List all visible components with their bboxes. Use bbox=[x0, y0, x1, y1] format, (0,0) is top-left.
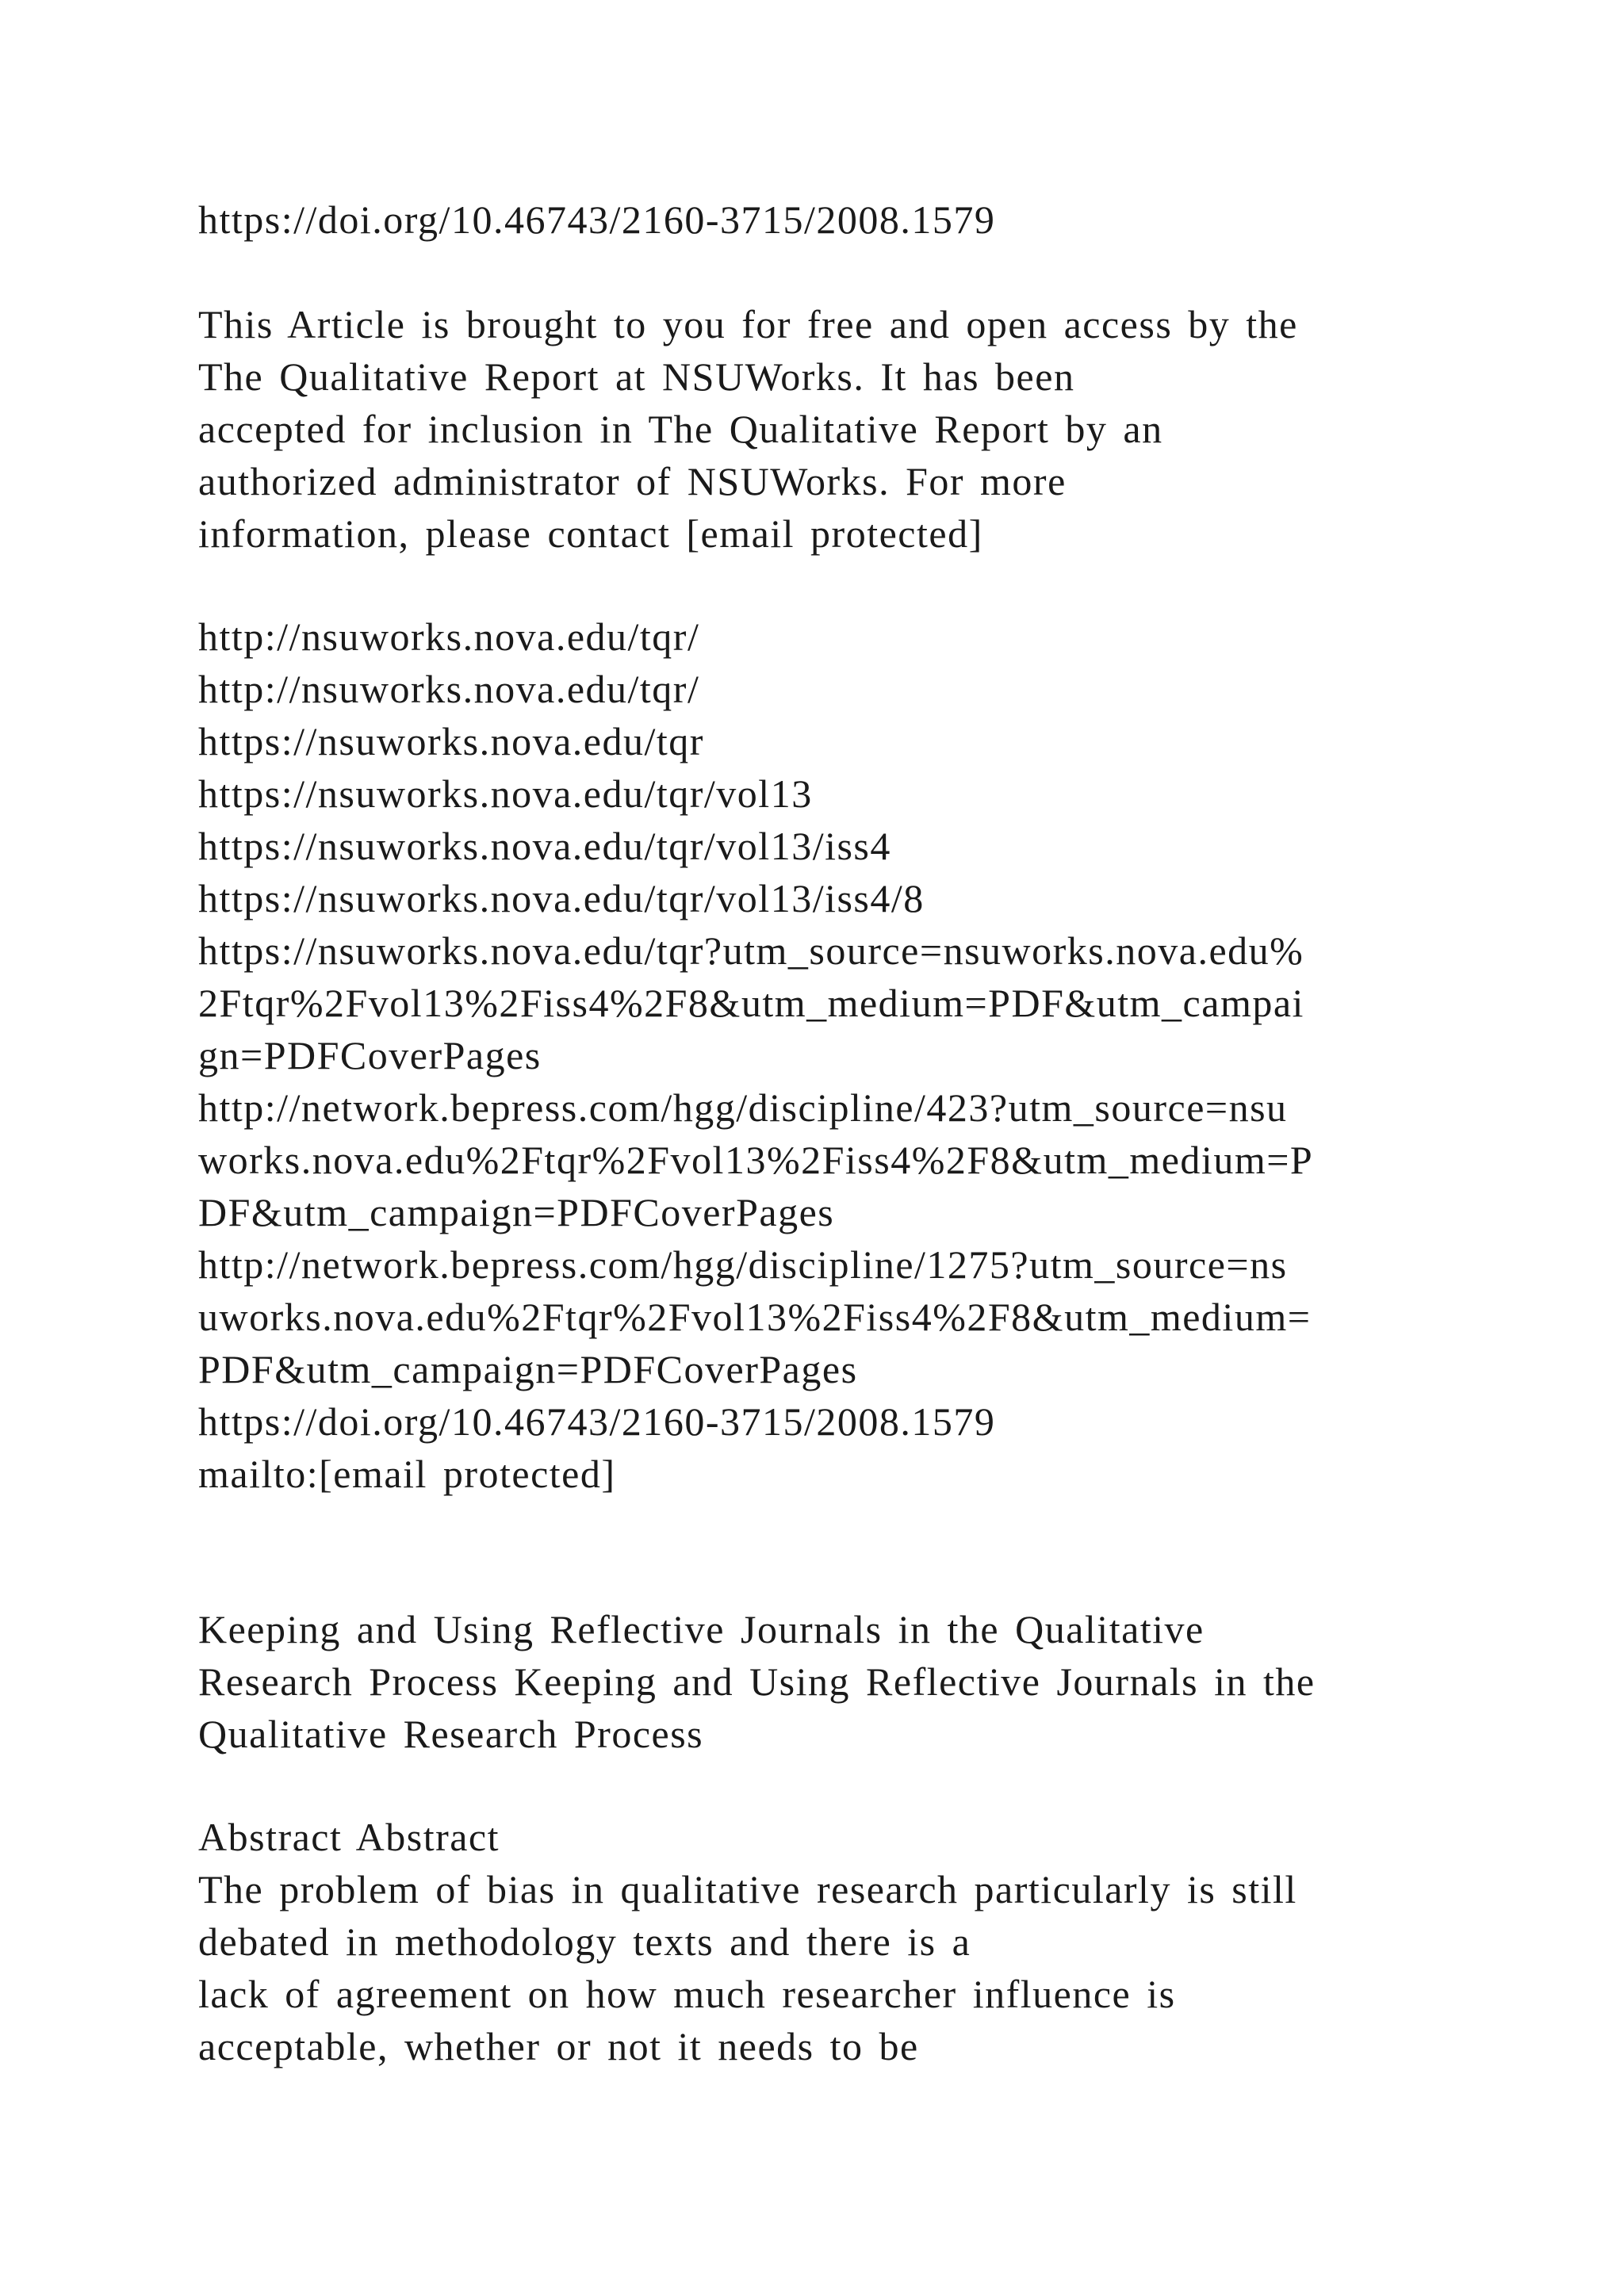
notice-line: authorized administrator of NSUWorks. For more bbox=[198, 459, 1067, 503]
link-line[interactable]: http://nsuworks.nova.edu/tqr/ bbox=[198, 667, 700, 711]
doi-link[interactable]: https://doi.org/10.46743/2160-3715/2008.1579 bbox=[198, 197, 996, 242]
link-line[interactable]: DF&utm_campaign=PDFCoverPages bbox=[198, 1190, 835, 1234]
notice-line: This Article is brought to you for free and open access by the bbox=[198, 302, 1298, 346]
link-line[interactable]: https://nsuworks.nova.edu/tqr/vol13 bbox=[198, 771, 813, 816]
notice-line: accepted for inclusion in The Qualitative Report by an bbox=[198, 407, 1163, 451]
link-line[interactable]: http://network.bepress.com/hgg/discipline/1275?utm_source=ns bbox=[198, 1242, 1288, 1287]
link-line[interactable]: uworks.nova.edu%2Ftqr%2Fvol13%2Fiss4%2F8&utm_medium= bbox=[198, 1295, 1312, 1339]
title-line: Research Process Keeping and Using Reflective Journals in the bbox=[198, 1659, 1316, 1704]
notice-line: The Qualitative Report at NSUWorks. It has been bbox=[198, 354, 1075, 399]
link-line[interactable]: PDF&utm_campaign=PDFCoverPages bbox=[198, 1347, 858, 1391]
link-line[interactable]: gn=PDFCoverPages bbox=[198, 1033, 542, 1077]
abstract-heading: Abstract Abstract bbox=[198, 1815, 500, 1859]
link-line[interactable]: https://nsuworks.nova.edu/tqr/vol13/iss4 bbox=[198, 824, 891, 868]
abstract-line: acceptable, whether or not it needs to be bbox=[198, 2024, 919, 2068]
link-line[interactable]: http://nsuworks.nova.edu/tqr/ bbox=[198, 614, 700, 659]
link-line[interactable]: 2Ftqr%2Fvol13%2Fiss4%2F8&utm_medium=PDF&utm_campai bbox=[198, 981, 1304, 1025]
link-line[interactable]: https://doi.org/10.46743/2160-3715/2008.1579 bbox=[198, 1399, 996, 1444]
link-list bbox=[198, 610, 1467, 1500]
link-line[interactable]: https://nsuworks.nova.edu/tqr?utm_source=nsuworks.nova.edu% bbox=[198, 928, 1304, 973]
title-line: Qualitative Research Process bbox=[198, 1712, 704, 1756]
doi-line bbox=[198, 193, 1467, 246]
link-line[interactable]: works.nova.edu%2Ftqr%2Fvol13%2Fiss4%2F8&utm_medium=P bbox=[198, 1138, 1314, 1182]
title-line: Keeping and Using Reflective Journals in the Qualitative bbox=[198, 1607, 1205, 1651]
abstract-line: debated in methodology texts and there is a bbox=[198, 1919, 971, 1964]
abstract-line: The problem of bias in qualitative research particularly is still bbox=[198, 1867, 1297, 1911]
notice-line: information, please contact [email protected] bbox=[198, 511, 983, 556]
access-notice bbox=[198, 298, 1467, 560]
link-line[interactable]: https://nsuworks.nova.edu/tqr bbox=[198, 719, 704, 763]
abstract-section bbox=[198, 1811, 1467, 2072]
link-line[interactable]: https://nsuworks.nova.edu/tqr/vol13/iss4/8 bbox=[198, 876, 925, 920]
link-line[interactable]: http://network.bepress.com/hgg/discipline/423?utm_source=nsu bbox=[198, 1085, 1288, 1130]
link-line[interactable]: mailto:[email protected] bbox=[198, 1452, 616, 1496]
abstract-line: lack of agreement on how much researcher influence is bbox=[198, 1972, 1176, 2016]
article-title bbox=[198, 1603, 1467, 1760]
